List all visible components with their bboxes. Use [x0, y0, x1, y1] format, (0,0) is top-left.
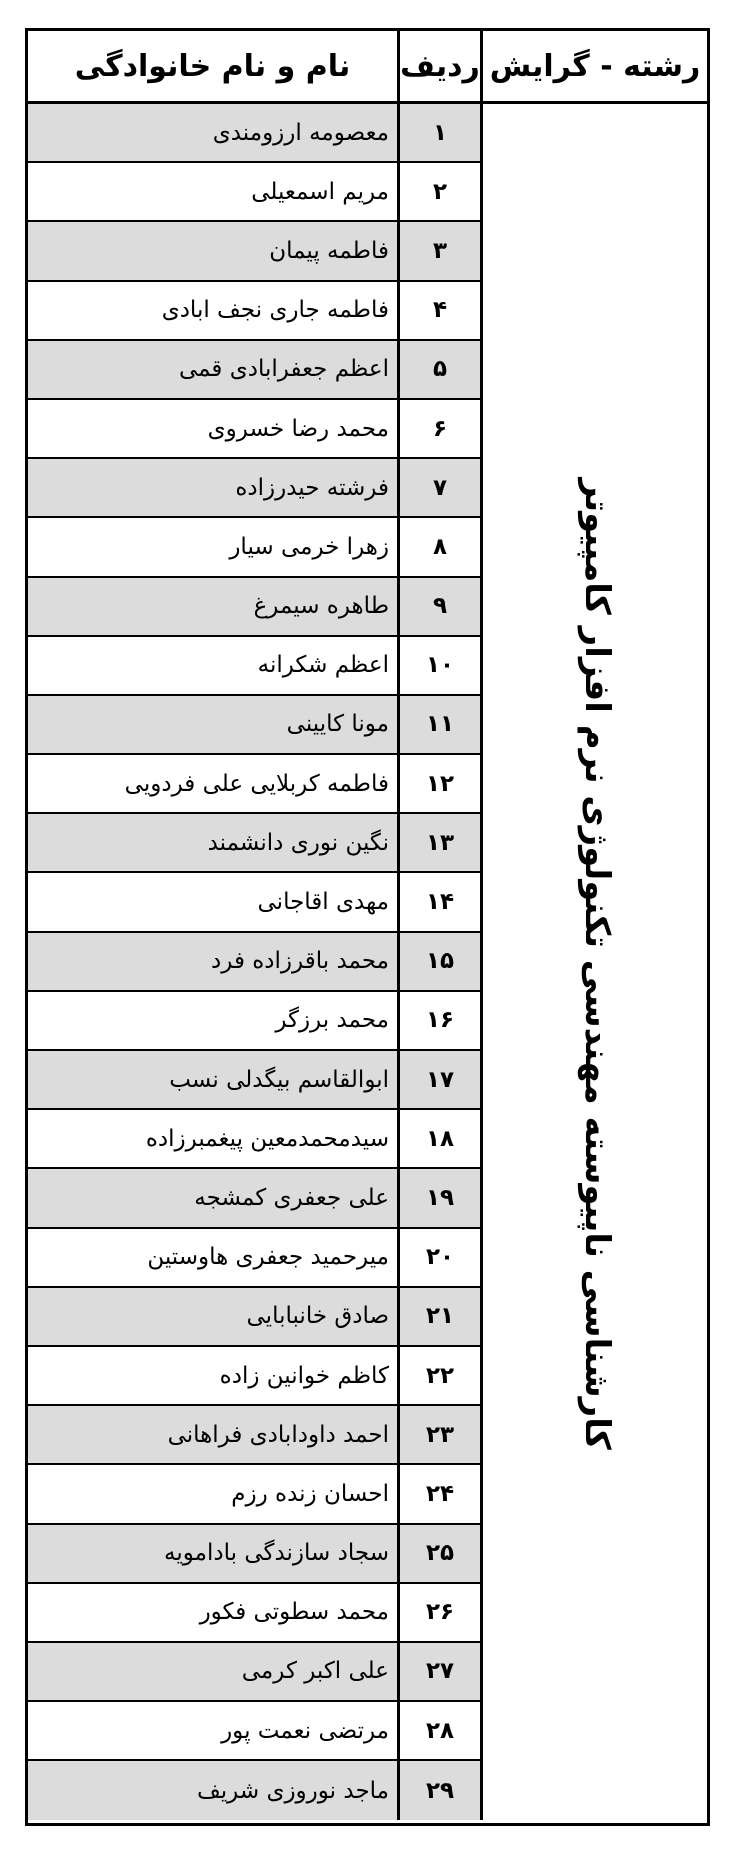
row-number: ۳	[400, 222, 483, 279]
table-row	[28, 1702, 483, 1761]
table-row	[28, 637, 483, 696]
table-row	[28, 1584, 483, 1643]
student-name: نگین نوری دانشمند	[28, 814, 400, 871]
row-number: ۲۷	[400, 1643, 483, 1700]
table-row	[28, 1288, 483, 1347]
student-name: صادق خانبابایی	[28, 1288, 400, 1345]
row-number: ۲۹	[400, 1761, 483, 1820]
row-number: ۱۴	[400, 873, 483, 930]
row-number: ۴	[400, 282, 483, 339]
row-number: ۱۱	[400, 696, 483, 753]
student-name: معصومه ارزومندی	[28, 104, 400, 161]
row-number: ۲۰	[400, 1229, 483, 1286]
row-number: ۲۴	[400, 1465, 483, 1522]
row-number: ۱۵	[400, 933, 483, 990]
student-name: فرشته حیدرزاده	[28, 459, 400, 516]
student-name: مریم اسمعیلی	[28, 163, 400, 220]
student-name: محمد برزگر	[28, 992, 400, 1049]
row-number: ۵	[400, 341, 483, 398]
student-name: سیدمحمدمعین پیغمبرزاده	[28, 1110, 400, 1167]
row-number: ۹	[400, 578, 483, 635]
table-row	[28, 933, 483, 992]
row-number: ۱۰	[400, 637, 483, 694]
student-name: فاطمه کربلایی علی فردویی	[28, 755, 400, 812]
student-name: مرتضی نعمت پور	[28, 1702, 400, 1759]
header-name: نام و نام خانوادگی	[28, 31, 400, 101]
table-row	[28, 222, 483, 281]
table-row	[28, 400, 483, 459]
student-name: طاهره سیمرغ	[28, 578, 400, 635]
student-name: فاطمه جاری نجف ابادی	[28, 282, 400, 339]
student-name: علی اکبر کرمی	[28, 1643, 400, 1700]
table-row	[28, 1051, 483, 1110]
student-name: علی جعفری کمشجه	[28, 1169, 400, 1226]
student-name: زهرا خرمی سیار	[28, 518, 400, 575]
student-name: ماجد نوروزی شریف	[28, 1761, 400, 1820]
table-row	[28, 1229, 483, 1288]
table-row	[28, 518, 483, 577]
row-number: ۱۲	[400, 755, 483, 812]
table-row	[28, 282, 483, 341]
student-name: سجاد سازندگی بادامویه	[28, 1525, 400, 1582]
table-row	[28, 755, 483, 814]
table-row	[28, 459, 483, 518]
table-row	[28, 873, 483, 932]
table-row	[28, 341, 483, 400]
table-row	[28, 992, 483, 1051]
student-name: اعظم جعفرابادی قمی	[28, 341, 400, 398]
table-row	[28, 1465, 483, 1524]
row-number: ۲۶	[400, 1584, 483, 1641]
header-number: ردیف	[400, 31, 483, 101]
student-name: محمد باقرزاده فرد	[28, 933, 400, 990]
row-number: ۲۵	[400, 1525, 483, 1582]
row-number: ۶	[400, 400, 483, 457]
table-row	[28, 696, 483, 755]
table-row	[28, 1525, 483, 1584]
row-number: ۲۳	[400, 1406, 483, 1463]
table-row	[28, 104, 483, 163]
student-name: مونا کایینی	[28, 696, 400, 753]
table-row	[28, 1110, 483, 1169]
row-number: ۲۲	[400, 1347, 483, 1404]
row-number: ۷	[400, 459, 483, 516]
student-name: مهدی اقاجانی	[28, 873, 400, 930]
student-name: احمد داودابادی فراهانی	[28, 1406, 400, 1463]
student-table	[25, 28, 710, 1826]
table-row	[28, 578, 483, 637]
row-number: ۲	[400, 163, 483, 220]
row-number: ۱۷	[400, 1051, 483, 1108]
student-name: محمد رضا خسروی	[28, 400, 400, 457]
student-name: محمد سطوتی فکور	[28, 1584, 400, 1641]
header-field: رشته - گرایش	[489, 48, 701, 84]
student-name: اعظم شکرانه	[28, 637, 400, 694]
table-row	[28, 1406, 483, 1465]
student-name: فاطمه پیمان	[28, 222, 400, 279]
row-number: ۱۹	[400, 1169, 483, 1226]
row-number: ۱	[400, 104, 483, 161]
table-row	[28, 1169, 483, 1228]
row-number: ۲۸	[400, 1702, 483, 1759]
table-row	[28, 1643, 483, 1702]
row-number: ۱۳	[400, 814, 483, 871]
row-number: ۱۸	[400, 1110, 483, 1167]
student-name: میرحمید جعفری هاوستین	[28, 1229, 400, 1286]
row-number: ۲۱	[400, 1288, 483, 1345]
row-number: ۱۶	[400, 992, 483, 1049]
field-cell	[486, 104, 707, 1823]
student-name: ابوالقاسم بیگدلی نسب	[28, 1051, 400, 1108]
table-row	[28, 814, 483, 873]
student-name: کاظم خوانین زاده	[28, 1347, 400, 1404]
field-value: کارشناسی ناپیوسته مهندسی تکنولوژی نرم افزار کامپیوتر	[576, 477, 617, 1450]
table-body	[28, 104, 483, 1820]
student-name: احسان زنده رزم	[28, 1465, 400, 1522]
row-number: ۸	[400, 518, 483, 575]
table-row	[28, 1761, 483, 1820]
table-row	[28, 163, 483, 222]
table-row	[28, 1347, 483, 1406]
